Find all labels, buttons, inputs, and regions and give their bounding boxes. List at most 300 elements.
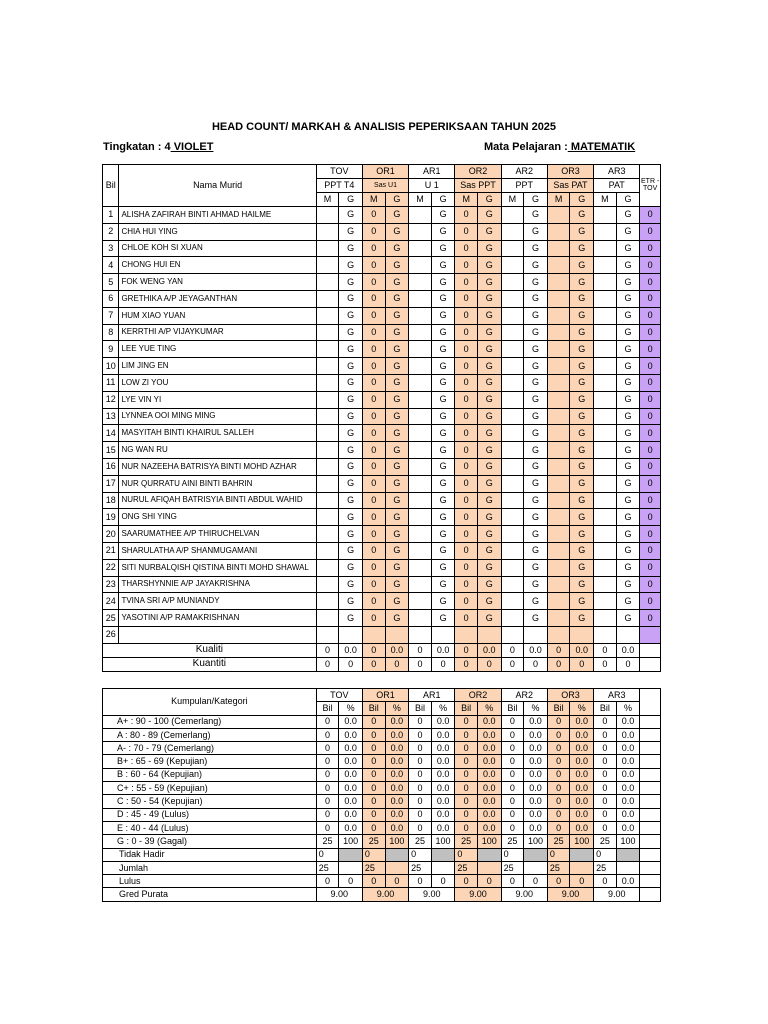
mark-cell: G xyxy=(524,290,548,307)
category-value: 0 xyxy=(455,768,478,781)
mark-cell: G xyxy=(477,324,501,341)
lulus-value: 0 xyxy=(455,875,478,888)
category-value: 0.0 xyxy=(477,782,501,795)
mark-cell: 0 xyxy=(362,290,385,307)
mark-cell: G xyxy=(524,374,548,391)
student-name: NURUL AFIQAH BATRISYIA BINTI ABDUL WAHID xyxy=(119,492,316,509)
mark-cell: G xyxy=(570,475,594,492)
student-number: 8 xyxy=(103,324,119,341)
mark-cell: G xyxy=(570,257,594,274)
mark-cell: 0 xyxy=(362,576,385,593)
sub-header: PPT xyxy=(501,179,547,193)
category-value: 0 xyxy=(409,728,432,741)
mark-cell xyxy=(594,391,617,408)
category-row xyxy=(103,808,661,821)
mark-cell: G xyxy=(339,542,363,559)
kuantiti-label: Kuantiti xyxy=(103,657,317,671)
blank-cell xyxy=(640,643,661,657)
mark-cell: G xyxy=(385,391,409,408)
student-row xyxy=(103,492,661,509)
subject-info xyxy=(484,141,635,153)
blank-cell xyxy=(640,768,661,781)
kuantiti-value: 0 xyxy=(524,657,548,671)
category-value: 0 xyxy=(362,821,385,834)
blank-cell xyxy=(570,861,594,874)
mark-cell xyxy=(501,324,524,341)
mark-cell: 0 xyxy=(455,391,478,408)
gred-purata-value: 9.00 xyxy=(547,888,593,901)
category-value: 0 xyxy=(547,795,570,808)
category-value: 0 xyxy=(316,755,339,768)
mark-cell: G xyxy=(477,374,501,391)
g-header: G xyxy=(431,193,455,207)
category-value: 0 xyxy=(316,821,339,834)
mark-cell xyxy=(316,240,339,257)
student-number: 20 xyxy=(103,526,119,543)
category-value: 0 xyxy=(547,742,570,755)
category-value: 0 xyxy=(409,808,432,821)
mark-cell: 0 xyxy=(455,374,478,391)
mark-cell xyxy=(547,374,570,391)
mark-cell: G xyxy=(616,341,640,358)
student-row xyxy=(103,391,661,408)
category-value: 0.0 xyxy=(385,795,409,808)
mark-cell: G xyxy=(385,290,409,307)
mark-cell: 0 xyxy=(455,358,478,375)
summary-group-header: AR1 xyxy=(409,689,455,702)
subject-value: MATEMATIK xyxy=(567,141,636,153)
mark-cell: G xyxy=(570,559,594,576)
mark-cell: 0 xyxy=(362,391,385,408)
mark-cell: 0 xyxy=(455,492,478,509)
tidak_hadir-value: 0 xyxy=(362,848,385,861)
mark-cell: G xyxy=(570,223,594,240)
mark-cell: G xyxy=(616,492,640,509)
tidak_hadir-value: 0 xyxy=(409,848,432,861)
category-value: 0 xyxy=(409,755,432,768)
kualiti-value: 0 xyxy=(547,643,570,657)
etr-cell: 0 xyxy=(640,442,661,459)
mark-cell: 0 xyxy=(455,475,478,492)
category-value: 0.0 xyxy=(431,768,455,781)
category-value: 0.0 xyxy=(431,821,455,834)
sub-header: PPT T4 xyxy=(316,179,362,193)
mark-cell: 0 xyxy=(362,559,385,576)
category-label: A- : 70 - 79 (Cemerlang) xyxy=(103,742,317,755)
category-value: 0 xyxy=(455,795,478,808)
mark-cell xyxy=(409,458,432,475)
gred-purata-row xyxy=(103,888,661,901)
mark-cell xyxy=(501,458,524,475)
mark-cell xyxy=(501,408,524,425)
category-value: 25 xyxy=(501,835,524,848)
mark-cell: G xyxy=(570,576,594,593)
etr-cell: 0 xyxy=(640,290,661,307)
category-value: 0 xyxy=(594,755,617,768)
student-name: SITI NURBALQISH QISTINA BINTI MOHD SHAWAL xyxy=(119,559,316,576)
mark-cell: G xyxy=(524,391,548,408)
category-value: 0.0 xyxy=(570,795,594,808)
mark-cell: G xyxy=(339,559,363,576)
lulus-value: 0 xyxy=(524,875,548,888)
category-value: 0 xyxy=(594,808,617,821)
gred-purata-value: 9.00 xyxy=(455,888,501,901)
mark-cell: G xyxy=(477,341,501,358)
mark-cell: G xyxy=(477,610,501,627)
category-value: 0.0 xyxy=(431,795,455,808)
category-row xyxy=(103,768,661,781)
mark-cell: G xyxy=(431,458,455,475)
mark-cell: G xyxy=(477,442,501,459)
mark-cell: G xyxy=(339,425,363,442)
mark-cell: G xyxy=(431,307,455,324)
group-header: AR2 xyxy=(501,165,547,179)
mark-cell xyxy=(501,290,524,307)
mark-cell: 0 xyxy=(455,442,478,459)
mark-cell xyxy=(316,207,339,224)
mark-cell: 0 xyxy=(455,207,478,224)
mark-cell: G xyxy=(570,324,594,341)
mark-cell xyxy=(594,324,617,341)
category-value: 0 xyxy=(316,808,339,821)
mark-cell: G xyxy=(616,408,640,425)
category-value: 0.0 xyxy=(524,728,548,741)
mark-cell: G xyxy=(385,223,409,240)
mark-cell: G xyxy=(385,324,409,341)
name-header: Nama Murid xyxy=(119,165,316,207)
category-value: 0.0 xyxy=(524,808,548,821)
mark-cell: G xyxy=(385,408,409,425)
student-number: 26 xyxy=(103,626,119,643)
mark-cell: G xyxy=(616,223,640,240)
mark-cell xyxy=(547,391,570,408)
mark-cell: G xyxy=(431,593,455,610)
mark-cell: G xyxy=(477,559,501,576)
category-value: 0.0 xyxy=(616,821,640,834)
mark-cell xyxy=(362,626,385,643)
mark-cell: G xyxy=(431,475,455,492)
mark-cell: 0 xyxy=(362,425,385,442)
category-value: 100 xyxy=(570,835,594,848)
student-name: NG WAN RU xyxy=(119,442,316,459)
etr-cell: 0 xyxy=(640,391,661,408)
mark-cell: G xyxy=(339,391,363,408)
m-header: M xyxy=(455,193,478,207)
mark-cell: 0 xyxy=(455,257,478,274)
mark-cell: G xyxy=(339,290,363,307)
category-value: 0 xyxy=(455,728,478,741)
mark-cell xyxy=(616,626,640,643)
tidak-hadir-row xyxy=(103,848,661,861)
mark-cell xyxy=(431,626,455,643)
mark-cell xyxy=(316,391,339,408)
mark-cell xyxy=(409,442,432,459)
mark-cell: G xyxy=(477,526,501,543)
student-row xyxy=(103,593,661,610)
sub-header: PAT xyxy=(594,179,640,193)
mark-cell xyxy=(409,593,432,610)
mark-cell: G xyxy=(570,391,594,408)
mark-cell: G xyxy=(570,492,594,509)
mark-cell xyxy=(316,442,339,459)
lulus-row xyxy=(103,875,661,888)
percent-subheader: % xyxy=(431,702,455,715)
student-number: 9 xyxy=(103,341,119,358)
class-info xyxy=(103,141,213,153)
etr-cell: 0 xyxy=(640,610,661,627)
etr-cell: 0 xyxy=(640,374,661,391)
etr-cell: 0 xyxy=(640,559,661,576)
mark-cell xyxy=(547,240,570,257)
mark-cell: G xyxy=(477,307,501,324)
student-row xyxy=(103,576,661,593)
mark-cell: G xyxy=(616,257,640,274)
jumlah-value: 25 xyxy=(409,861,432,874)
mark-cell xyxy=(409,307,432,324)
category-value: 0 xyxy=(501,755,524,768)
student-row xyxy=(103,542,661,559)
mark-cell: G xyxy=(477,509,501,526)
etr-cell xyxy=(640,626,661,643)
category-value: 0.0 xyxy=(477,795,501,808)
category-value: 0.0 xyxy=(570,742,594,755)
category-label: A : 80 - 89 (Cemerlang) xyxy=(103,728,317,741)
etr-cell: 0 xyxy=(640,509,661,526)
mark-cell: G xyxy=(339,257,363,274)
summary-group-header: OR3 xyxy=(547,689,593,702)
mark-cell: 0 xyxy=(362,358,385,375)
category-value: 0 xyxy=(362,755,385,768)
mark-cell xyxy=(409,207,432,224)
category-value: 25 xyxy=(409,835,432,848)
mark-cell: G xyxy=(339,475,363,492)
mark-cell: G xyxy=(524,223,548,240)
m-header: M xyxy=(594,193,617,207)
category-value: 0 xyxy=(316,768,339,781)
mark-cell: G xyxy=(570,458,594,475)
mark-cell xyxy=(547,542,570,559)
gred-purata-label: Gred Purata xyxy=(103,888,317,901)
student-row xyxy=(103,240,661,257)
mark-cell: G xyxy=(339,576,363,593)
kualiti-value: 0.0 xyxy=(477,643,501,657)
student-number: 21 xyxy=(103,542,119,559)
mark-cell: G xyxy=(477,593,501,610)
category-value: 0.0 xyxy=(477,728,501,741)
mark-cell: 0 xyxy=(362,307,385,324)
student-row xyxy=(103,207,661,224)
category-value: 0.0 xyxy=(339,768,363,781)
mark-cell xyxy=(316,341,339,358)
mark-cell: G xyxy=(431,240,455,257)
category-label: C+ : 55 - 59 (Kepujian) xyxy=(103,782,317,795)
mark-cell xyxy=(594,593,617,610)
mark-cell xyxy=(409,391,432,408)
mark-cell: G xyxy=(477,257,501,274)
mark-cell xyxy=(316,425,339,442)
category-value: 0.0 xyxy=(431,755,455,768)
mark-cell xyxy=(594,610,617,627)
student-name: YASOTINI A/P RAMAKRISHNAN xyxy=(119,610,316,627)
blank-cell xyxy=(640,715,661,728)
mark-cell xyxy=(594,290,617,307)
jumlah-row xyxy=(103,861,661,874)
student-row xyxy=(103,374,661,391)
mark-cell xyxy=(316,257,339,274)
mark-cell: G xyxy=(616,542,640,559)
blank-cell xyxy=(616,848,640,861)
category-header: Kumpulan/Kategori xyxy=(103,689,317,716)
mark-cell xyxy=(501,223,524,240)
mark-cell xyxy=(316,358,339,375)
mark-cell: 0 xyxy=(362,593,385,610)
mark-cell: G xyxy=(524,576,548,593)
mark-cell xyxy=(501,257,524,274)
mark-cell: G xyxy=(570,526,594,543)
mark-cell xyxy=(594,492,617,509)
blank-cell xyxy=(431,861,455,874)
category-value: 0.0 xyxy=(339,715,363,728)
mark-cell xyxy=(316,374,339,391)
mark-cell xyxy=(594,240,617,257)
category-label: B : 60 - 64 (Kepujian) xyxy=(103,768,317,781)
mark-cell: 0 xyxy=(362,341,385,358)
mark-cell: G xyxy=(431,358,455,375)
mark-cell: G xyxy=(431,492,455,509)
mark-cell xyxy=(409,626,432,643)
category-value: 0 xyxy=(362,782,385,795)
category-value: 0 xyxy=(455,821,478,834)
student-number: 24 xyxy=(103,593,119,610)
kualiti-value: 0 xyxy=(455,643,478,657)
category-value: 0 xyxy=(455,755,478,768)
blank-cell xyxy=(640,848,661,861)
mark-cell: G xyxy=(524,593,548,610)
mark-cell xyxy=(547,358,570,375)
mark-cell xyxy=(594,207,617,224)
mark-cell: G xyxy=(385,274,409,291)
category-value: 0.0 xyxy=(616,782,640,795)
category-value: 0.0 xyxy=(570,782,594,795)
mark-cell: G xyxy=(524,610,548,627)
category-value: 0 xyxy=(316,728,339,741)
mark-cell: G xyxy=(524,475,548,492)
mark-cell xyxy=(547,559,570,576)
kuantiti-value: 0 xyxy=(570,657,594,671)
blank-cell xyxy=(640,875,661,888)
category-value: 0.0 xyxy=(385,808,409,821)
mark-cell xyxy=(455,626,478,643)
mark-cell xyxy=(409,290,432,307)
category-value: 0.0 xyxy=(477,742,501,755)
mark-cell xyxy=(501,442,524,459)
student-name: NUR QURRATU AINI BINTI BAHRIN xyxy=(119,475,316,492)
percent-subheader: % xyxy=(570,702,594,715)
category-value: 0 xyxy=(362,742,385,755)
student-row xyxy=(103,526,661,543)
category-value: 0 xyxy=(409,782,432,795)
etr-cell: 0 xyxy=(640,526,661,543)
category-label: E : 40 - 44 (Lulus) xyxy=(103,821,317,834)
mark-cell xyxy=(547,207,570,224)
blank-cell xyxy=(640,821,661,834)
mark-cell xyxy=(594,458,617,475)
kualiti-value: 0.0 xyxy=(431,643,455,657)
mark-cell xyxy=(547,526,570,543)
mark-cell xyxy=(594,408,617,425)
mark-cell xyxy=(501,358,524,375)
mark-cell xyxy=(594,307,617,324)
g-header: G xyxy=(524,193,548,207)
category-value: 0.0 xyxy=(570,755,594,768)
lulus-value: 0 xyxy=(339,875,363,888)
kualiti-value: 0.0 xyxy=(616,643,640,657)
mark-cell xyxy=(339,626,363,643)
mark-cell: G xyxy=(524,257,548,274)
mark-cell xyxy=(547,290,570,307)
mark-cell: 0 xyxy=(455,274,478,291)
mark-cell xyxy=(547,458,570,475)
category-value: 0 xyxy=(501,808,524,821)
group-header: AR1 xyxy=(409,165,455,179)
mark-cell: 0 xyxy=(455,290,478,307)
category-row xyxy=(103,742,661,755)
mark-cell: 0 xyxy=(362,458,385,475)
category-row xyxy=(103,782,661,795)
jumlah-label: Jumlah xyxy=(103,861,317,874)
lulus-value: 0 xyxy=(501,875,524,888)
mark-cell: G xyxy=(431,274,455,291)
kuantiti-value: 0 xyxy=(594,657,617,671)
mark-cell: G xyxy=(570,358,594,375)
marks-table xyxy=(102,164,661,672)
category-value: 0.0 xyxy=(385,728,409,741)
category-row xyxy=(103,821,661,834)
mark-cell xyxy=(501,391,524,408)
mark-cell: G xyxy=(339,610,363,627)
mark-cell: G xyxy=(385,374,409,391)
category-value: 0.0 xyxy=(385,755,409,768)
mark-cell xyxy=(594,425,617,442)
mark-cell xyxy=(594,274,617,291)
mark-cell: G xyxy=(431,391,455,408)
mark-cell: G xyxy=(431,257,455,274)
sub-header: Sas PAT xyxy=(547,179,593,193)
mark-cell xyxy=(501,425,524,442)
mark-cell: G xyxy=(570,593,594,610)
group-header: OR1 xyxy=(362,165,408,179)
student-number: 6 xyxy=(103,290,119,307)
category-value: 0.0 xyxy=(385,821,409,834)
category-value: 25 xyxy=(547,835,570,848)
mark-cell: 0 xyxy=(362,492,385,509)
student-name: KERRTHI A/P VIJAYKUMAR xyxy=(119,324,316,341)
student-number: 5 xyxy=(103,274,119,291)
category-value: 0.0 xyxy=(524,782,548,795)
lulus-value: 0 xyxy=(409,875,432,888)
category-value: 0 xyxy=(362,795,385,808)
mark-cell: G xyxy=(385,492,409,509)
category-value: 0 xyxy=(501,821,524,834)
mark-cell: G xyxy=(616,526,640,543)
kuantiti-value: 0 xyxy=(616,657,640,671)
etr-cell: 0 xyxy=(640,341,661,358)
category-value: 0 xyxy=(547,808,570,821)
mark-cell xyxy=(316,408,339,425)
kuantiti-value: 0 xyxy=(409,657,432,671)
mark-cell xyxy=(547,442,570,459)
category-value: 0.0 xyxy=(385,742,409,755)
